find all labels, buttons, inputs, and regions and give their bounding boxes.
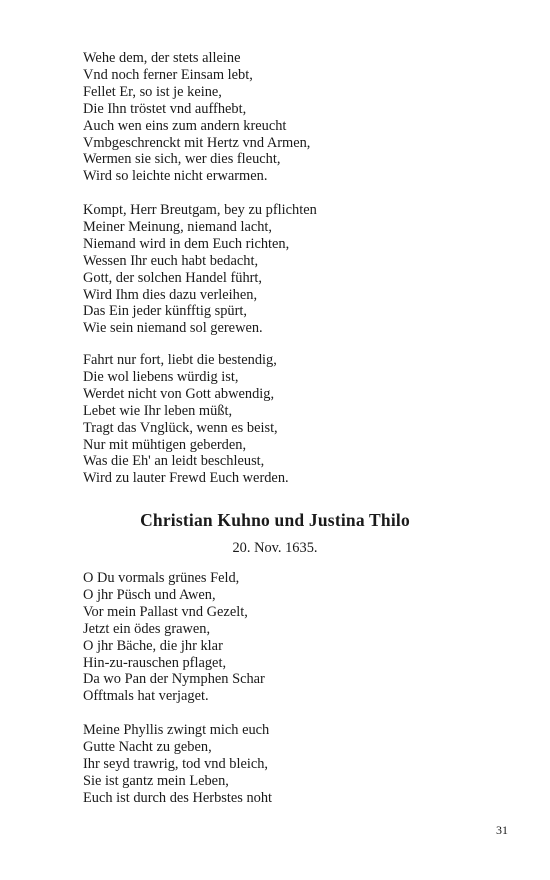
verse-line: Vor mein Pallast vnd Gezelt, bbox=[83, 603, 248, 620]
verse-line: Vnd noch ferner Einsam lebt, bbox=[83, 66, 253, 83]
verse-line: Tragt das Vnglück, wenn es beist, bbox=[83, 419, 278, 436]
verse-line: Da wo Pan der Nymphen Schar bbox=[83, 671, 265, 688]
stanza bbox=[83, 722, 272, 807]
verse-line: Die wol liebens würdig ist, bbox=[83, 368, 239, 385]
stanza bbox=[83, 570, 265, 705]
verse-line: Das Ein jeder künfftig spürt, bbox=[83, 303, 247, 320]
poem-title: Christian Kuhno und Justina Thilo bbox=[140, 510, 410, 530]
verse-line: Wird so leichte nicht erwarmen. bbox=[83, 168, 268, 185]
verse-line: O jhr Bäche, die jhr klar bbox=[83, 637, 223, 654]
verse-line: Vmbgeschrenckt mit Hertz vnd Armen, bbox=[83, 134, 311, 151]
verse-line: Wird zu lauter Frewd Euch werden. bbox=[83, 470, 289, 487]
verse-line: Was die Eh' an leidt beschleust, bbox=[83, 453, 265, 470]
verse-line: Fahrt nur fort, liebt die bestendig, bbox=[83, 352, 277, 368]
verse-line: Meine Phyllis zwingt mich euch bbox=[83, 722, 270, 738]
verse-line: Wie sein niemand sol gerewen. bbox=[83, 320, 263, 337]
verse-line: Meiner Meinung, niemand lacht, bbox=[83, 218, 273, 235]
verse-line: Fellet Er, so ist je keine, bbox=[83, 83, 222, 100]
verse-line: Niemand wird in dem Euch richten, bbox=[83, 235, 290, 252]
verse-line: Ihr seyd trawrig, tod vnd bleich, bbox=[83, 755, 269, 772]
stanza bbox=[83, 202, 317, 337]
verse-line: Lebet wie Ihr leben müßt, bbox=[83, 402, 233, 419]
verse-line: Wird Ihm dies dazu verleihen, bbox=[83, 286, 258, 303]
verse-line: Hin-zu-rauschen pflaget, bbox=[83, 654, 227, 671]
verse-line: Offtmals hat verjaget. bbox=[83, 688, 209, 705]
stanza bbox=[83, 352, 289, 487]
verse-line: Wehe dem, der stets alleine bbox=[83, 50, 241, 66]
verse-line: Gutte Nacht zu geben, bbox=[83, 738, 212, 755]
verse-line: Werdet nicht von Gott abwendig, bbox=[83, 385, 275, 402]
poem-date: 20. Nov. 1635. bbox=[232, 540, 318, 556]
verse-line: Die Ihn tröstet vnd auffhebt, bbox=[83, 100, 247, 117]
verse-line: Jetzt ein ödes grawen, bbox=[83, 620, 211, 637]
page-number: 31 bbox=[496, 823, 508, 837]
verse-line: Euch ist durch des Herbstes noht bbox=[83, 789, 273, 806]
verse-line: Wessen Ihr euch habt bedacht, bbox=[83, 252, 259, 269]
verse-line: Kompt, Herr Breutgam, bey zu pflichten bbox=[83, 202, 317, 218]
verse-line: Wermen sie sich, wer dies fleucht, bbox=[83, 151, 281, 168]
verse-line: Auch wen eins zum andern kreucht bbox=[83, 117, 287, 134]
verse-line: Gott, der solchen Handel führt, bbox=[83, 269, 263, 286]
verse-line: O jhr Püsch und Awen, bbox=[83, 586, 216, 603]
verse-line: Nur mit mühtigen geberden, bbox=[83, 436, 247, 453]
verse-line: O Du vormals grünes Feld, bbox=[83, 570, 240, 586]
stanza bbox=[83, 50, 310, 185]
verse-line: Sie ist gantz mein Leben, bbox=[83, 772, 229, 789]
